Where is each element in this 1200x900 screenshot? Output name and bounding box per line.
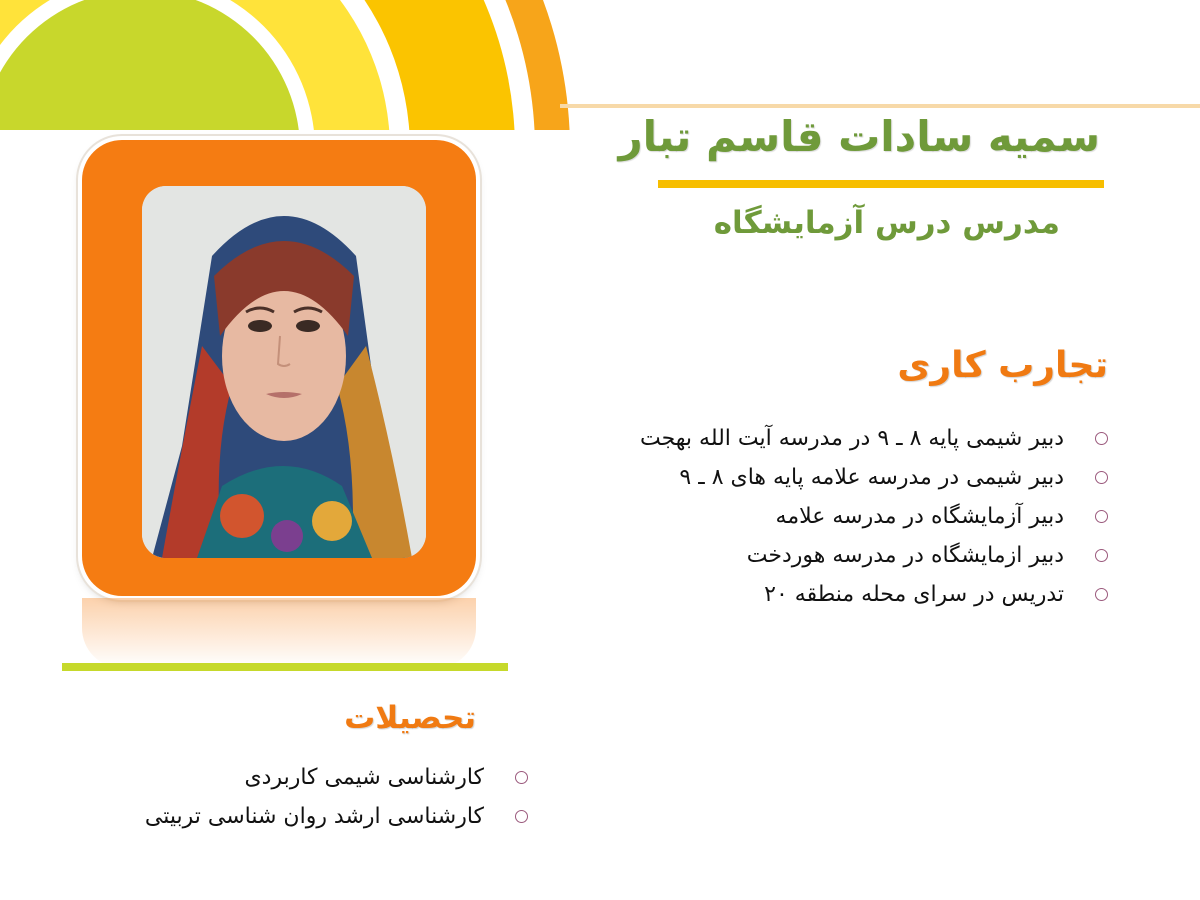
name-underline bbox=[658, 180, 1104, 188]
list-item: دبیر شیمی در مدرسه علامه پایه های ۸ ـ ۹ bbox=[548, 458, 1108, 497]
photo-reflection bbox=[82, 598, 476, 668]
person-name: سمیه سادات قاسم تبار bbox=[618, 112, 1100, 161]
list-item: تدریس در سرای محله منطقه ۲۰ bbox=[548, 575, 1108, 614]
list-item: کارشناسی شیمی کاربردی bbox=[100, 758, 528, 797]
circle-bullet-icon bbox=[1095, 588, 1108, 601]
circle-bullet-icon bbox=[1095, 471, 1108, 484]
list-item: کارشناسی ارشد روان شناسی تربیتی bbox=[100, 797, 528, 836]
circle-bullet-icon bbox=[1095, 510, 1108, 523]
circle-bullet-icon bbox=[1095, 549, 1108, 562]
list-item: دبیر آزمایشگاه در مدرسه علامه bbox=[548, 497, 1108, 536]
experience-heading: تجارب کاری bbox=[897, 345, 1108, 386]
circle-bullet-icon bbox=[1095, 432, 1108, 445]
education-heading: تحصیلات bbox=[344, 700, 476, 736]
role-subtitle: مدرس درس آزمایشگاه bbox=[713, 205, 1060, 241]
decorative-arcs bbox=[0, 0, 1200, 130]
list-item: دبیر ازمایشگاه در مدرسه هوردخت bbox=[548, 536, 1108, 575]
section-divider bbox=[62, 663, 508, 671]
circle-bullet-icon bbox=[515, 810, 528, 823]
list-item: دبیر شیمی پایه ۸ ـ ۹ در مدرسه آیت الله بهجت bbox=[548, 419, 1108, 458]
experience-list bbox=[548, 419, 1108, 614]
education-list bbox=[100, 758, 528, 836]
circle-bullet-icon bbox=[515, 771, 528, 784]
portrait-photo bbox=[142, 186, 426, 558]
